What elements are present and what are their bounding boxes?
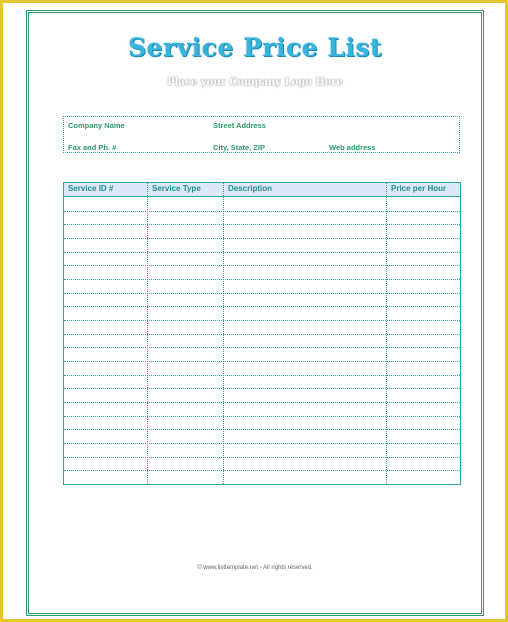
document-page [26, 10, 484, 616]
web-address-label: Web address [329, 143, 376, 152]
table-row-line [64, 347, 460, 348]
company-name-label: Company Name [68, 121, 125, 130]
column-header-service-type: Service Type [152, 184, 201, 193]
table-row-line [64, 457, 460, 458]
column-header-description: Description [228, 184, 273, 193]
table-row-line [64, 265, 460, 266]
table-row-line [64, 388, 460, 389]
table-row-line [64, 293, 460, 294]
column-header-price-per-hour: Price per Hour [391, 184, 447, 193]
price-table [63, 182, 461, 485]
table-row-line [64, 320, 460, 321]
table-row-line [64, 306, 460, 307]
table-row-line [64, 279, 460, 280]
city-state-zip-label: City, State, ZIP [213, 143, 265, 152]
table-row-line [64, 470, 460, 471]
table-row-line [64, 211, 460, 212]
table-row-line [64, 429, 460, 430]
table-row-line [64, 238, 460, 239]
table-row-line [64, 375, 460, 376]
company-info-box [63, 116, 460, 153]
table-header [64, 183, 460, 197]
table-row-line [64, 443, 460, 444]
column-header-service-id: Service ID # [68, 184, 114, 193]
document-title: Service Price List [128, 33, 382, 62]
fax-phone-label: Fax and Ph. # [68, 143, 117, 152]
footer-copyright: © www.listtemplate.net - All rights reserved. [197, 565, 313, 571]
table-row-line [64, 361, 460, 362]
table-row-line [64, 224, 460, 225]
table-row-line [64, 334, 460, 335]
table-row-line [64, 402, 460, 403]
logo-placeholder: Place your Company Logo Here [167, 77, 343, 88]
table-row-line [64, 252, 460, 253]
street-address-label: Street Address [213, 121, 267, 130]
table-row-line [64, 416, 460, 417]
